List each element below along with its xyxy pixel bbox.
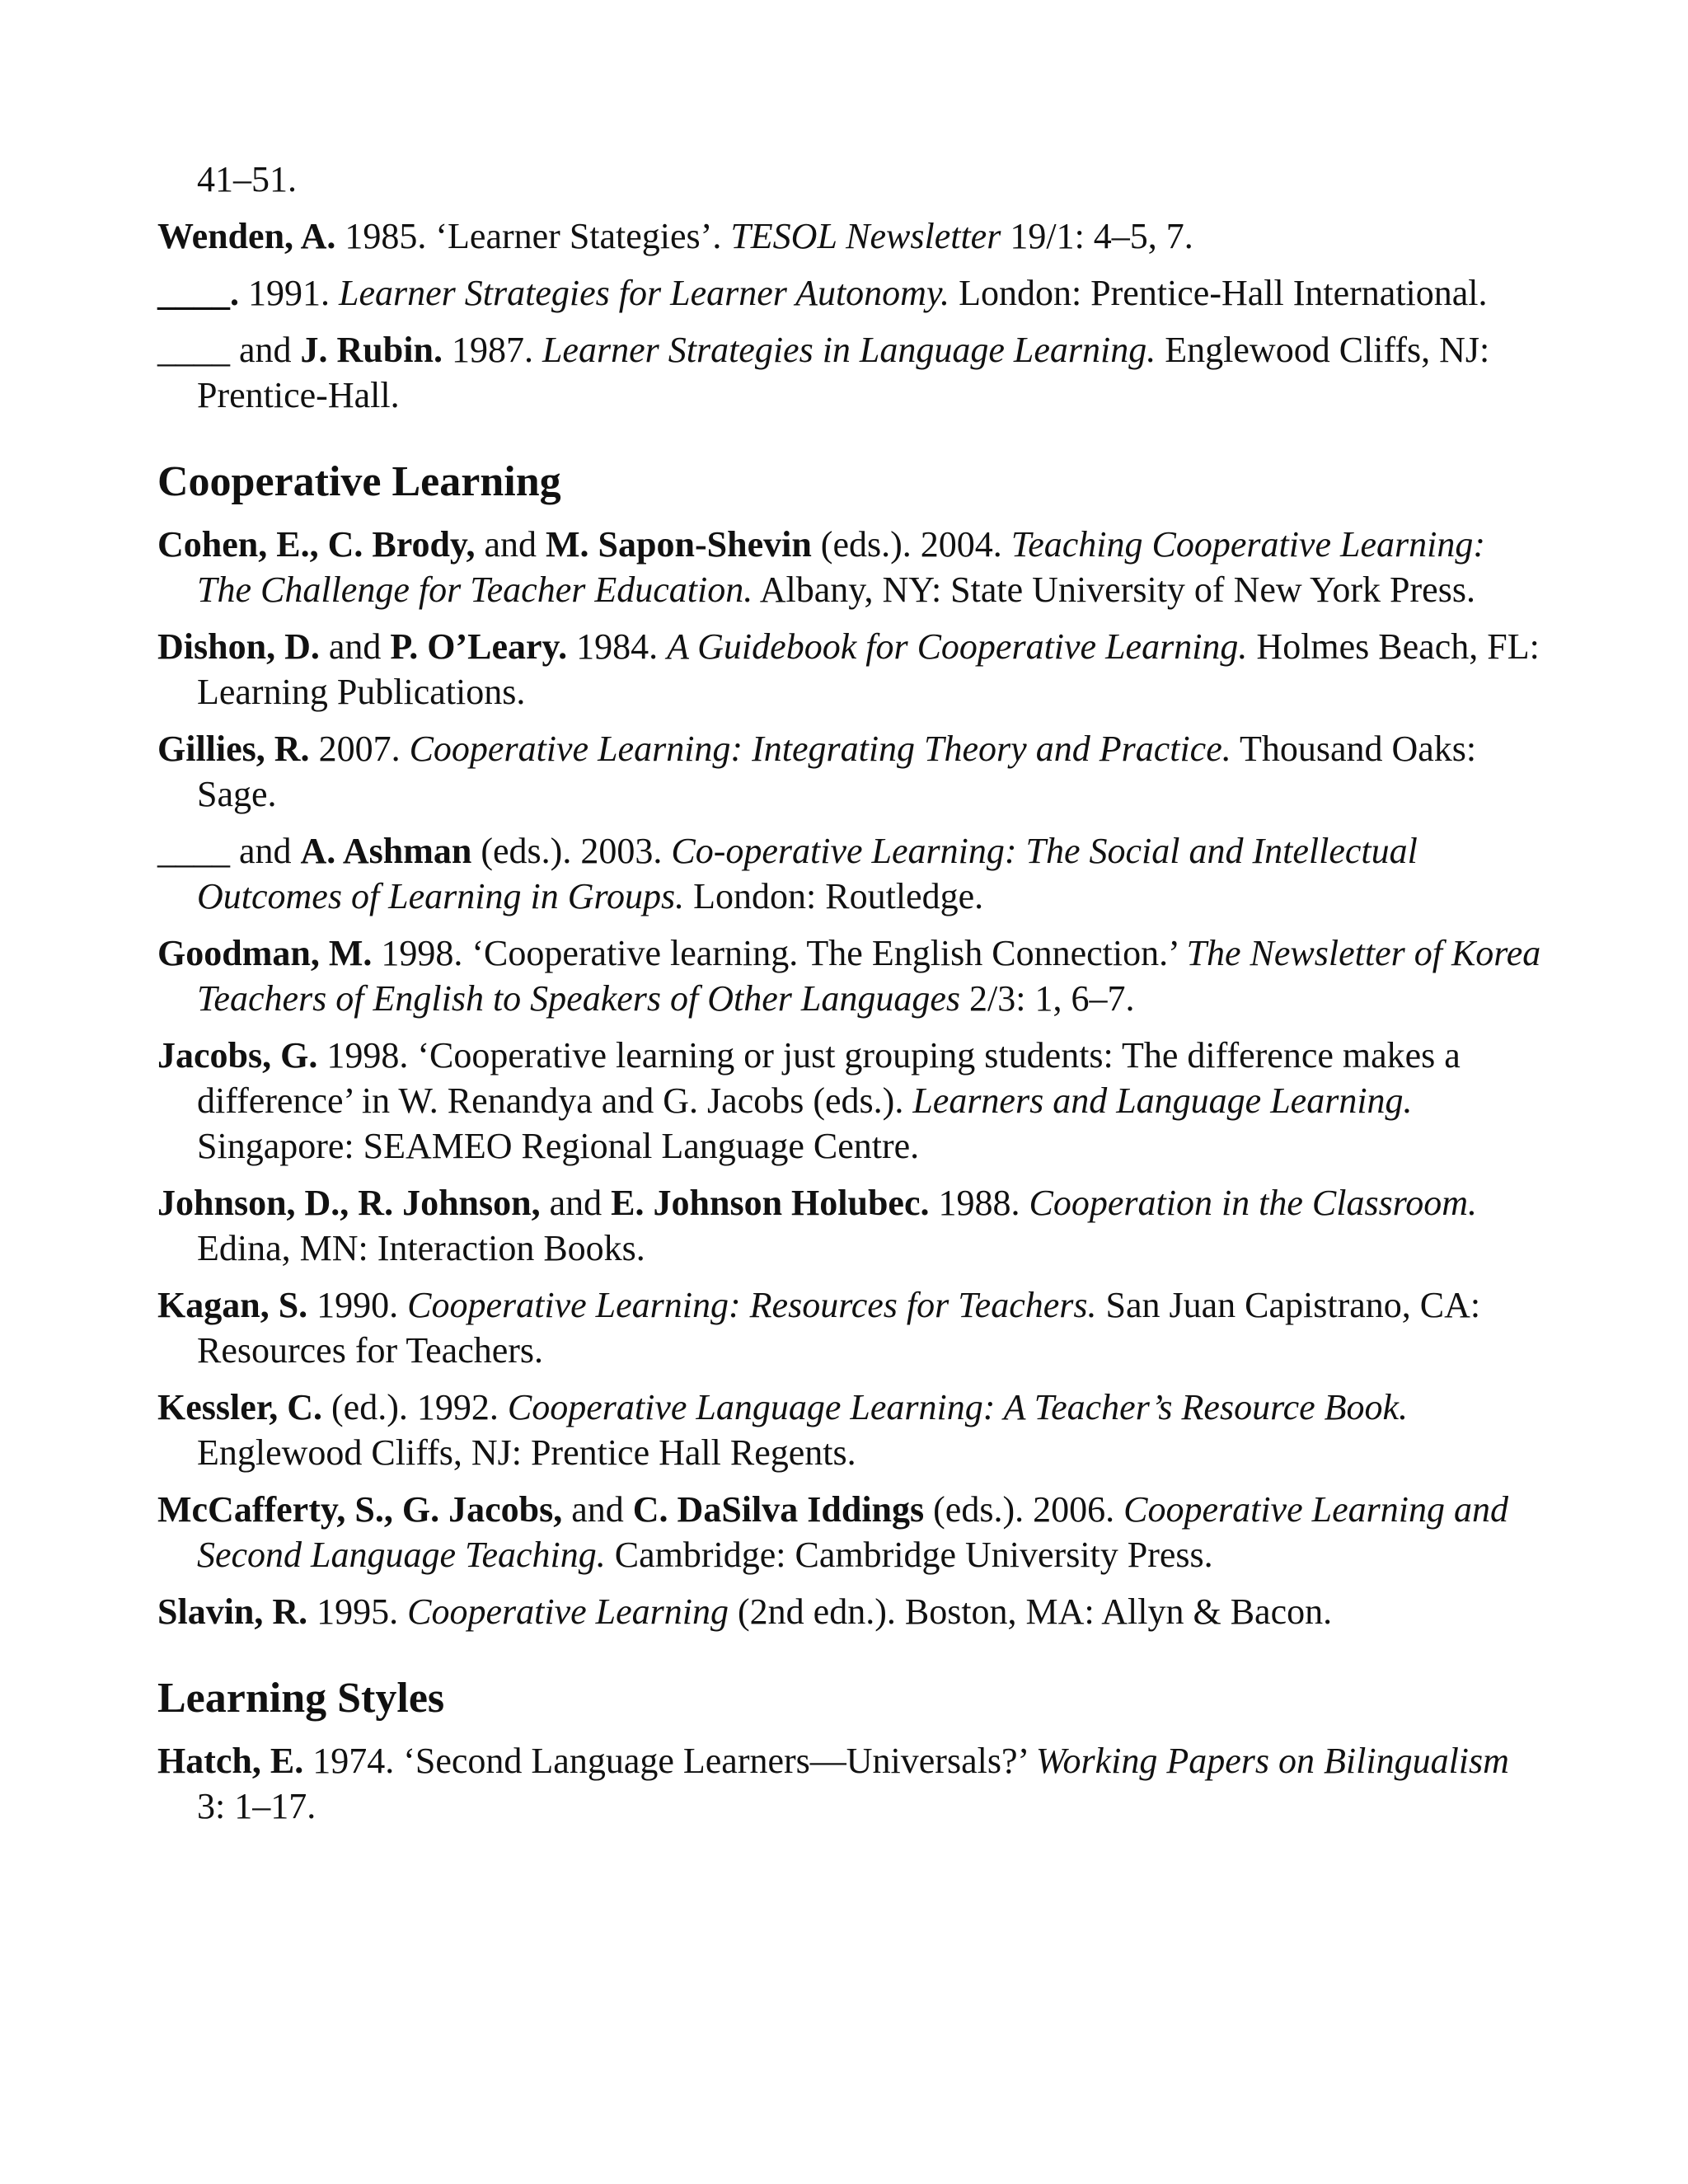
reference-author: McCafferty, S., G. Jacobs, [157,1489,563,1530]
reference-entry [157,1282,1542,1373]
reference-text: 2/3: 1, 6–7. [960,978,1135,1019]
reference-text: 3: 1–17. [197,1786,316,1826]
reference-text: 2007. [309,729,410,769]
reference-author: M. Sapon-Shevin [546,524,812,565]
reference-entry [157,1589,1542,1634]
reference-entry [157,726,1542,817]
reference-text: 1988. [929,1183,1029,1223]
reference-text: London: Routledge. [684,876,984,916]
reference-author: ____. [157,273,239,313]
reference-text: Albany, NY: State University of New York Press. [753,569,1475,610]
reference-title: Cooperative Learning and Second Language Teaching. [197,1489,1508,1575]
reference-entry [157,1738,1542,1829]
reference-title: TESOL Newsletter [730,216,1001,256]
bibliography-sections [157,457,1542,1829]
reference-title: Co-operative Learning: The Social and Intellectual Outcomes of Learning in Groups. [197,831,1418,916]
reference-title: Cooperative Language Learning: A Teacher’s Resource Book. [507,1387,1409,1427]
reference-text: San Juan Capistrano, CA: Resources for Teachers. [197,1285,1481,1371]
reference-title: A Guidebook for Cooperative Learning. [667,626,1248,667]
reference-author: Cohen, E., C. Brody, [157,524,476,565]
reference-text: (ed.). 1992. [322,1387,508,1427]
reference-title: Cooperative Learning: Integrating Theory and Practice. [409,729,1231,769]
reference-author: Kessler, C. [157,1387,323,1427]
reference-text: ____ and [157,330,301,370]
reference-title: Cooperative Learning: Resources for Teachers. [407,1285,1097,1325]
reference-title: Learner Strategies in Language Learning. [542,330,1156,370]
reference-title: Cooperative Learning [407,1591,729,1632]
reference-entry [157,930,1542,1021]
reference-text: 1995. [307,1591,408,1632]
reference-text: Cambridge: Cambridge University Press. [605,1535,1213,1575]
reference-text: Singapore: SEAMEO Regional Language Centre. [197,1126,920,1166]
reference-text: (eds.). 2004. [811,524,1011,565]
reference-author: J. Rubin. [300,330,443,370]
reference-entry [157,624,1542,715]
reference-author: Hatch, E. [157,1741,304,1781]
reference-text: and [475,524,546,565]
reference-text: Englewood Cliffs, NJ: Prentice Hall Regents. [197,1432,856,1473]
reference-title: Working Papers on Bilingualism [1035,1741,1509,1781]
reference-text: 1985. ‘Learner Stategies’. [335,216,731,256]
reference-text: 1998. ‘Cooperative learning. The English Connection.’ [372,933,1187,973]
reference-text: and [540,1183,612,1223]
section-heading: Cooperative Learning [157,458,561,505]
reference-entry [157,270,1542,316]
reference-text: 1990. [307,1285,408,1325]
reference-text: 19/1: 4–5, 7. [1001,216,1193,256]
reference-text: (2nd edn.). Boston, MA: Allyn & Bacon. [729,1591,1333,1632]
reference-title: Learner Strategies for Learner Autonomy. [339,273,950,313]
reference-entry [157,1487,1542,1577]
reference-text: 1984. [567,626,668,667]
reference-page [157,157,1542,1840]
reference-author: C. DaSilva Iddings [632,1489,925,1530]
reference-title: Teaching Cooperative Learning: The Challenge for Teacher Education. [197,524,1485,610]
reference-text: ____ and [157,831,301,871]
continued-reference-tail: 41–51. [197,159,297,199]
reference-author: Johnson, D., R. Johnson, [157,1183,541,1223]
reference-author: Dishon, D. [157,626,320,667]
reference-author: P. O’Leary. [390,626,568,667]
reference-text: 1991. [239,273,339,313]
reference-entry [157,327,1542,418]
reference-text: 1974. ‘Second Language Learners—Universals?’ [303,1741,1036,1781]
reference-title: Learners and Language Learning. [912,1080,1413,1121]
reference-author: Kagan, S. [157,1285,308,1325]
reference-text: 1998. ‘Cooperative learning or just grouping students: The difference makes a difference’ in W. Renandya and G. Jacobs (eds.). [197,1035,1461,1121]
reference-author: A. Ashman [300,831,472,871]
reference-text: Edina, MN: Interaction Books. [197,1228,645,1268]
reference-text: 1987. [442,330,542,370]
reference-text: (eds.). 2006. [924,1489,1124,1530]
reference-text: Holmes Beach, FL: Learning Publications. [197,626,1540,712]
reference-text: and [319,626,391,667]
reference-author: Gillies, R. [157,729,310,769]
reference-text: Thousand Oaks: Sage. [197,729,1477,814]
reference-title: Cooperation in the Classroom. [1029,1183,1478,1223]
reference-text: (eds.). 2003. [471,831,672,871]
reference-text: and [562,1489,633,1530]
reference-text: London: Prentice-Hall International. [950,273,1488,313]
wenden-reference-list [157,213,1542,418]
reference-author: Goodman, M. [157,933,373,973]
reference-author: Wenden, A. [157,216,336,256]
reference-author: E. Johnson Holubec. [611,1183,930,1223]
reference-title: The Newsletter of Korea Teachers of English to Speakers of Other Languages [197,933,1541,1019]
reference-entry [157,213,1542,259]
reference-entry [157,828,1542,919]
reference-text: Englewood Cliffs, NJ: Prentice-Hall. [197,330,1490,415]
reference-entry [157,1385,1542,1475]
section-heading: Learning Styles [157,1675,445,1722]
reference-entry [157,1033,1542,1169]
reference-author: Slavin, R. [157,1591,308,1632]
reference-entry [157,1180,1542,1271]
reference-entry [157,522,1542,612]
reference-author: Jacobs, G. [157,1035,318,1076]
